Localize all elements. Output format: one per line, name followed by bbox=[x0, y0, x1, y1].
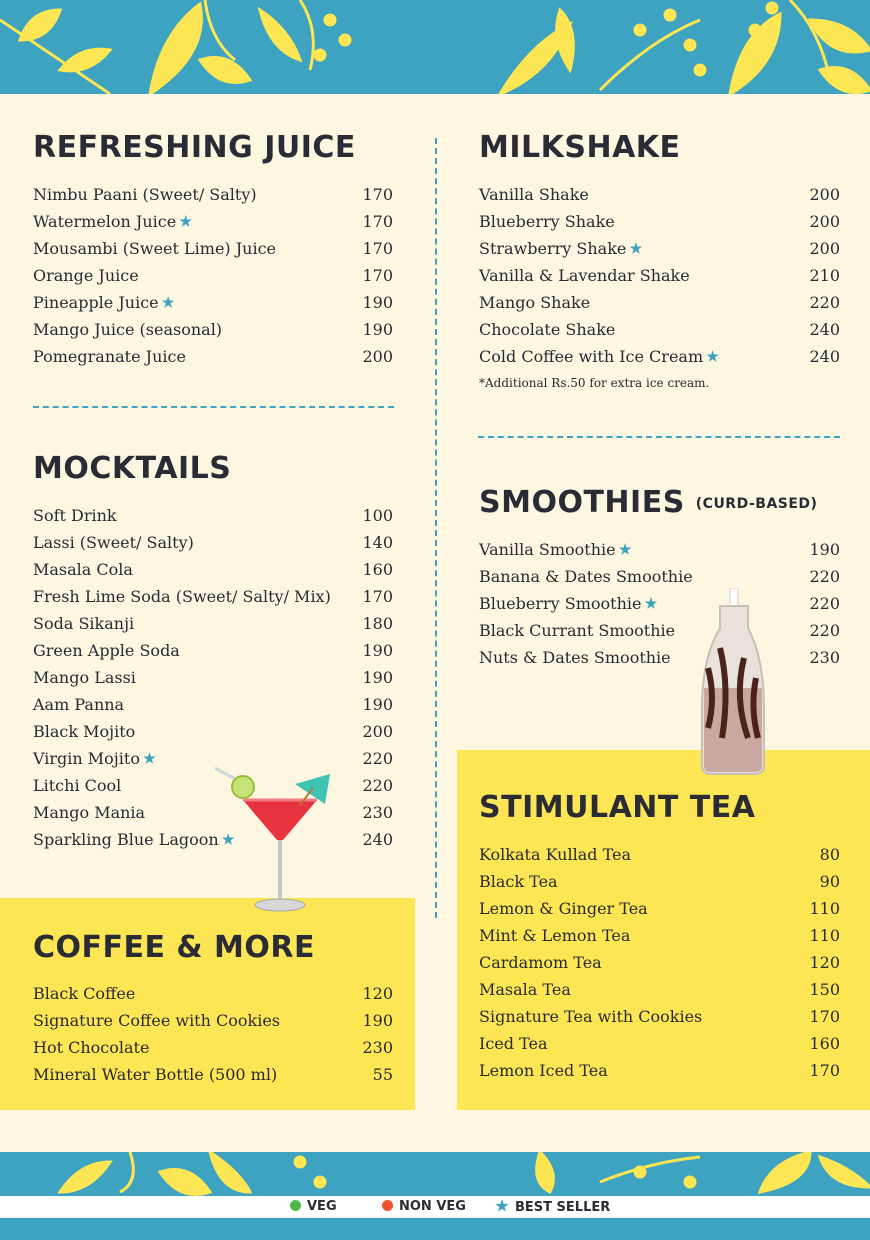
smoothie-bottle-illustration bbox=[698, 588, 773, 780]
menu-item-name bbox=[479, 1007, 702, 1027]
menu-item-price: 220 bbox=[362, 776, 393, 795]
menu-item-price: 200 bbox=[809, 239, 840, 258]
menu-item-name bbox=[33, 668, 136, 688]
menu-item bbox=[479, 1061, 840, 1088]
menu-item bbox=[479, 185, 840, 212]
menu-item-price: 170 bbox=[362, 212, 393, 231]
menu-item-name bbox=[33, 1065, 277, 1085]
menu-item bbox=[479, 320, 840, 347]
menu-item-price: 110 bbox=[809, 899, 840, 918]
menu-item bbox=[33, 347, 393, 374]
menu-item-name-text: Mango Shake bbox=[479, 293, 591, 312]
menu-item-price: 190 bbox=[362, 1011, 393, 1030]
menu-item-price: 220 bbox=[809, 567, 840, 586]
legend-bar bbox=[0, 1196, 870, 1218]
menu-item-name-text: Chocolate Shake bbox=[479, 320, 616, 339]
menu-item-name-text: Soft Drink bbox=[33, 506, 117, 525]
juice-section-divider bbox=[33, 406, 394, 408]
menu-item-name-text: Strawberry Shake bbox=[479, 239, 627, 258]
smoothies-title-text: SMOOTHIES bbox=[479, 485, 685, 520]
menu-item-price: 110 bbox=[809, 926, 840, 945]
menu-item-name bbox=[33, 695, 124, 715]
menu-item-name-text: Vanilla Smoothie bbox=[479, 540, 616, 559]
menu-item-name-text: Mousambi (Sweet Lime) Juice bbox=[33, 239, 277, 258]
menu-item bbox=[479, 872, 840, 899]
menu-item bbox=[33, 212, 393, 239]
menu-item-name bbox=[479, 872, 558, 892]
menu-item-name-text: Black Tea bbox=[479, 872, 558, 891]
menu-item-name-text: Hot Chocolate bbox=[33, 1038, 150, 1057]
menu-item-price: 240 bbox=[809, 320, 840, 339]
best-seller-star-icon bbox=[706, 350, 719, 363]
menu-item-name bbox=[33, 185, 257, 205]
menu-item-price: 170 bbox=[809, 1007, 840, 1026]
menu-item-name bbox=[33, 506, 117, 526]
menu-item-price: 190 bbox=[362, 641, 393, 660]
menu-item-name bbox=[33, 749, 156, 769]
menu-item-price: 190 bbox=[362, 695, 393, 714]
menu-item-name-text: Orange Juice bbox=[33, 266, 139, 285]
menu-item bbox=[479, 293, 840, 320]
milkshake-section-divider bbox=[478, 436, 840, 438]
menu-item-price: 240 bbox=[809, 347, 840, 366]
menu-item-price: 230 bbox=[809, 648, 840, 667]
menu-item-name bbox=[33, 722, 135, 742]
menu-item-name bbox=[479, 266, 690, 286]
menu-item bbox=[33, 560, 393, 587]
menu-item bbox=[33, 185, 393, 212]
menu-item bbox=[479, 648, 840, 675]
menu-item bbox=[479, 621, 840, 648]
menu-item-price: 180 bbox=[362, 614, 393, 633]
menu-item-price: 55 bbox=[372, 1065, 393, 1084]
menu-item-price: 190 bbox=[362, 668, 393, 687]
legend-best-seller-label: BEST SELLER bbox=[515, 1200, 611, 1215]
menu-item bbox=[33, 1011, 393, 1038]
menu-item-name bbox=[479, 926, 630, 946]
menu-item-name-text: Pineapple Juice bbox=[33, 293, 159, 312]
legend-veg-label: VEG bbox=[307, 1199, 337, 1214]
menu-item-price: 190 bbox=[362, 293, 393, 312]
menu-item bbox=[33, 533, 393, 560]
menu-item-price: 170 bbox=[362, 266, 393, 285]
menu-item-name bbox=[479, 567, 693, 587]
menu-item bbox=[33, 695, 393, 722]
menu-item-name bbox=[33, 266, 139, 286]
menu-item bbox=[479, 266, 840, 293]
menu-item-name-text: Mineral Water Bottle (500 ml) bbox=[33, 1065, 278, 1084]
menu-item bbox=[33, 984, 393, 1011]
juice-section-title: REFRESHING JUICE bbox=[33, 130, 356, 165]
menu-item bbox=[33, 1038, 393, 1065]
menu-item-price: 170 bbox=[362, 185, 393, 204]
mocktails-section-title: MOCKTAILS bbox=[33, 451, 232, 486]
menu-item-price: 120 bbox=[362, 984, 393, 1003]
menu-item-name-text: Signature Tea with Cookies bbox=[479, 1007, 703, 1026]
menu-item-name-text: Blueberry Shake bbox=[479, 212, 615, 231]
menu-item bbox=[479, 980, 840, 1007]
menu-item bbox=[33, 239, 393, 266]
menu-item-name-text: Aam Panna bbox=[33, 695, 125, 714]
menu-item-price: 170 bbox=[362, 239, 393, 258]
menu-item-name bbox=[479, 899, 648, 919]
menu-item-name-text: Signature Coffee with Cookies bbox=[33, 1011, 280, 1030]
column-divider bbox=[435, 138, 437, 918]
menu-item-name bbox=[33, 320, 222, 340]
menu-item-price: 190 bbox=[362, 320, 393, 339]
menu-item-price: 160 bbox=[809, 1034, 840, 1053]
menu-item-name bbox=[33, 641, 180, 661]
menu-item-price: 100 bbox=[362, 506, 393, 525]
menu-item-name bbox=[479, 347, 719, 367]
menu-item-name-text: Black Currant Smoothie bbox=[479, 621, 676, 640]
menu-item-name-text: Cold Coffee with Ice Cream bbox=[479, 347, 704, 366]
best-seller-star-icon bbox=[645, 597, 658, 610]
menu-item-price: 200 bbox=[809, 185, 840, 204]
menu-item-name bbox=[33, 1038, 149, 1058]
menu-item-name bbox=[479, 845, 631, 865]
menu-item bbox=[479, 540, 840, 567]
menu-item bbox=[479, 1034, 840, 1061]
menu-item-name-text: Nuts & Dates Smoothie bbox=[479, 648, 671, 667]
menu-item-name-text: Iced Tea bbox=[479, 1034, 548, 1053]
menu-item-price: 190 bbox=[809, 540, 840, 559]
menu-item-price: 90 bbox=[819, 872, 840, 891]
menu-item bbox=[479, 953, 840, 980]
best-seller-star-icon bbox=[143, 752, 156, 765]
menu-item bbox=[479, 567, 840, 594]
cocktail-glass-illustration bbox=[205, 760, 335, 920]
menu-item-name bbox=[479, 1061, 608, 1081]
menu-item-name bbox=[479, 648, 671, 668]
menu-item-name bbox=[479, 239, 642, 259]
menu-item bbox=[479, 1007, 840, 1034]
menu-item-name bbox=[479, 320, 615, 340]
menu-item-price: 140 bbox=[362, 533, 393, 552]
menu-item bbox=[479, 212, 840, 239]
legend-veg bbox=[290, 1199, 337, 1214]
menu-item-name bbox=[479, 293, 590, 313]
menu-item bbox=[479, 899, 840, 926]
menu-item-price: 230 bbox=[362, 1038, 393, 1057]
menu-item-price: 170 bbox=[362, 587, 393, 606]
menu-item-name-text: Mango Mania bbox=[33, 803, 146, 822]
menu-item-price: 160 bbox=[362, 560, 393, 579]
menu-item-name-text: Banana & Dates Smoothie bbox=[479, 567, 693, 586]
non-veg-dot-icon bbox=[382, 1200, 393, 1211]
menu-item-price: 220 bbox=[809, 621, 840, 640]
menu-item-price: 220 bbox=[362, 749, 393, 768]
menu-item-name-text: Fresh Lime Soda (Sweet/ Salty/ Mix) bbox=[33, 587, 331, 606]
menu-item-name-text: Masala Tea bbox=[479, 980, 571, 999]
menu-item-name bbox=[33, 1011, 280, 1031]
menu-item-price: 200 bbox=[362, 722, 393, 741]
smoothies-section-title bbox=[479, 485, 817, 520]
menu-item bbox=[33, 722, 393, 749]
menu-item-name bbox=[479, 953, 602, 973]
coffee-section-title: COFFEE & MORE bbox=[33, 930, 315, 965]
menu-item-name-text: Pomegranate Juice bbox=[33, 347, 186, 366]
menu-item-name bbox=[33, 587, 331, 607]
menu-item-name-text: Mango Juice (seasonal) bbox=[33, 320, 223, 339]
milkshake-note: *Additional Rs.50 for extra ice cream. bbox=[479, 376, 710, 390]
menu-item-name-text: Masala Cola bbox=[33, 560, 133, 579]
menu-item bbox=[33, 587, 393, 614]
menu-item-name bbox=[33, 239, 276, 259]
menu-item-name bbox=[479, 212, 615, 232]
menu-item bbox=[33, 1065, 393, 1092]
leaf-pattern-graphic bbox=[0, 0, 870, 94]
veg-dot-icon bbox=[290, 1200, 301, 1211]
best-seller-star-icon bbox=[619, 543, 632, 556]
menu-item-name bbox=[33, 533, 194, 553]
menu-item-name-text: Litchi Cool bbox=[33, 776, 122, 795]
menu-item-name-text: Black Coffee bbox=[33, 984, 136, 1003]
menu-item-name bbox=[479, 1034, 548, 1054]
legend-best-seller bbox=[495, 1199, 610, 1215]
menu-item bbox=[479, 594, 840, 621]
menu-item-name-text: Lemon & Ginger Tea bbox=[479, 899, 648, 918]
menu-item bbox=[479, 926, 840, 953]
menu-item-name bbox=[33, 776, 121, 796]
menu-item-price: 230 bbox=[362, 803, 393, 822]
menu-item-price: 80 bbox=[819, 845, 840, 864]
menu-item-price: 120 bbox=[809, 953, 840, 972]
menu-item-name-text: Lassi (Sweet/ Salty) bbox=[33, 533, 194, 552]
milkshake-section-title: MILKSHAKE bbox=[479, 130, 681, 165]
menu-item-name bbox=[33, 560, 133, 580]
top-decorative-banner bbox=[0, 0, 870, 94]
menu-item-name bbox=[479, 185, 589, 205]
legend-non-veg bbox=[382, 1199, 466, 1214]
menu-item-name bbox=[33, 803, 145, 823]
menu-item-name-text: Black Mojito bbox=[33, 722, 136, 741]
menu-item-name-text: Soda Sikanji bbox=[33, 614, 135, 633]
menu-item-name-text: Virgin Mojito bbox=[33, 749, 140, 768]
menu-item-name-text: Watermelon Juice bbox=[33, 212, 177, 231]
menu-item-name-text: Sparkling Blue Lagoon bbox=[33, 830, 219, 849]
menu-item bbox=[479, 845, 840, 872]
legend-non-veg-label: NON VEG bbox=[399, 1199, 466, 1214]
menu-item-price: 220 bbox=[809, 594, 840, 613]
tea-section-title: STIMULANT TEA bbox=[479, 790, 756, 825]
menu-item-name bbox=[33, 212, 192, 232]
menu-item-price: 200 bbox=[809, 212, 840, 231]
menu-item-name-text: Vanilla Shake bbox=[479, 185, 589, 204]
menu-item-name-text: Blueberry Smoothie bbox=[479, 594, 642, 613]
menu-item bbox=[33, 641, 393, 668]
menu-item bbox=[479, 347, 840, 374]
menu-item-price: 170 bbox=[809, 1061, 840, 1080]
best-seller-star-icon bbox=[179, 215, 192, 228]
menu-item-name bbox=[33, 984, 135, 1004]
menu-item-price: 220 bbox=[809, 293, 840, 312]
menu-item-name-text: Nimbu Paani (Sweet/ Salty) bbox=[33, 185, 257, 204]
menu-item-price: 210 bbox=[809, 266, 840, 285]
menu-item-name bbox=[33, 293, 175, 313]
menu-item bbox=[33, 506, 393, 533]
menu-item-name-text: Lemon Iced Tea bbox=[479, 1061, 608, 1080]
menu-item-price: 200 bbox=[362, 347, 393, 366]
best-seller-star-icon bbox=[629, 242, 642, 255]
menu-item-name-text: Mango Lassi bbox=[33, 668, 136, 687]
menu-item bbox=[33, 320, 393, 347]
menu-item-name-text: Cardamom Tea bbox=[479, 953, 602, 972]
menu-item-name-text: Kolkata Kullad Tea bbox=[479, 845, 632, 864]
menu-item bbox=[33, 293, 393, 320]
menu-item bbox=[33, 668, 393, 695]
menu-item-price: 150 bbox=[809, 980, 840, 999]
menu-item-name bbox=[479, 980, 571, 1000]
menu-item bbox=[479, 239, 840, 266]
menu-item-name bbox=[479, 621, 675, 641]
menu-item-price: 240 bbox=[362, 830, 393, 849]
best-seller-star-icon bbox=[162, 296, 175, 309]
menu-item bbox=[33, 266, 393, 293]
smoothies-subtitle: (CURD-BASED) bbox=[695, 496, 818, 512]
menu-item-name-text: Green Apple Soda bbox=[33, 641, 180, 660]
menu-item-name bbox=[479, 540, 632, 560]
star-icon bbox=[495, 1199, 509, 1213]
menu-item bbox=[33, 614, 393, 641]
menu-item-name bbox=[479, 594, 658, 614]
menu-item-name-text: Mint & Lemon Tea bbox=[479, 926, 631, 945]
menu-item-name bbox=[33, 347, 186, 367]
menu-item-name-text: Vanilla & Lavendar Shake bbox=[479, 266, 690, 285]
menu-item-name bbox=[33, 614, 134, 634]
